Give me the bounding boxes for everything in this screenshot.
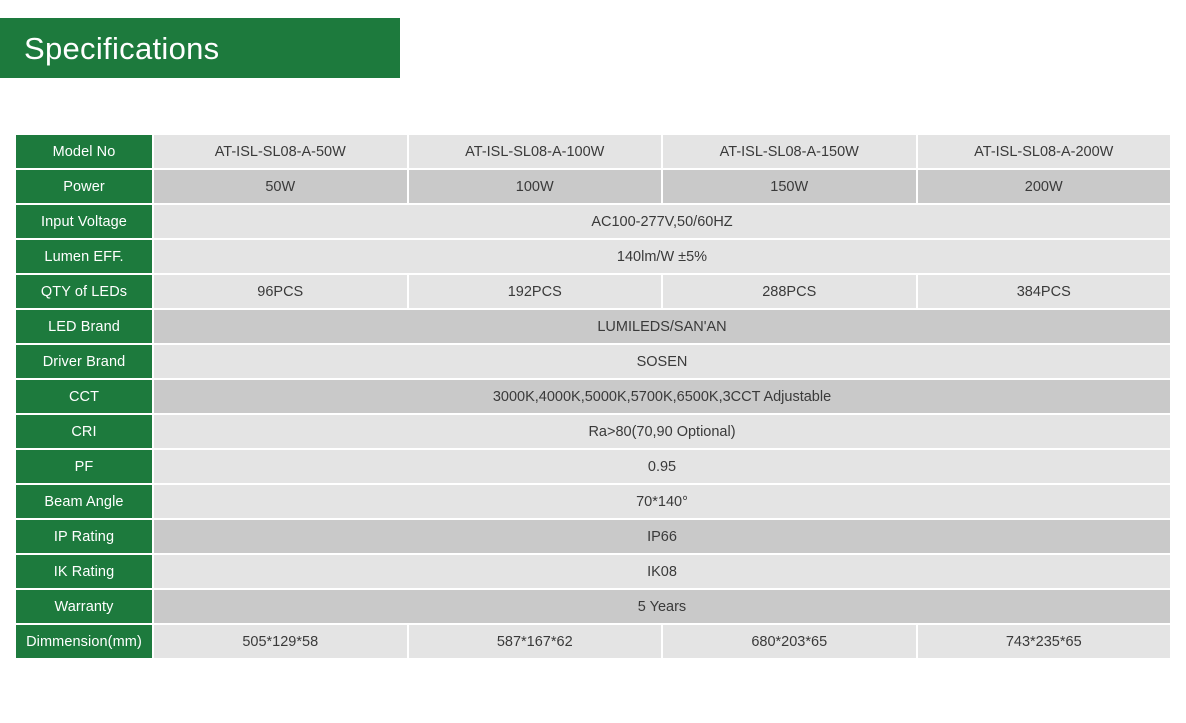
row-label-ip-rating: IP Rating [16,520,152,553]
table-row [16,520,1170,553]
row-value: 150W [663,170,916,203]
row-value: 200W [918,170,1171,203]
page-title-banner [0,18,400,78]
row-value: 680*203*65 [663,625,916,658]
row-value: LUMILEDS/SAN'AN [154,310,1170,343]
row-label-qty-of-leds: QTY of LEDs [16,275,152,308]
row-label-cri: CRI [16,415,152,448]
row-value: 70*140° [154,485,1170,518]
row-value: 5 Years [154,590,1170,623]
table-row [16,240,1170,273]
table-row [16,135,1170,168]
specifications-table-wrapper [14,133,1172,660]
row-value: 587*167*62 [409,625,662,658]
row-label-led-brand: LED Brand [16,310,152,343]
table-row [16,415,1170,448]
row-label-lumen-eff: Lumen EFF. [16,240,152,273]
row-value: 743*235*65 [918,625,1171,658]
table-row [16,275,1170,308]
table-row [16,170,1170,203]
row-value: 0.95 [154,450,1170,483]
specifications-table [14,133,1172,660]
row-label-driver-brand: Driver Brand [16,345,152,378]
table-row [16,450,1170,483]
row-value: 384PCS [918,275,1171,308]
row-value: AT-ISL-SL08-A-200W [918,135,1171,168]
row-label-dimmension: Dimmension(mm) [16,625,152,658]
row-label-input-voltage: Input Voltage [16,205,152,238]
specifications-table-body [16,135,1170,658]
row-value: 192PCS [409,275,662,308]
row-value: 505*129*58 [154,625,407,658]
row-value: 288PCS [663,275,916,308]
row-value: AT-ISL-SL08-A-100W [409,135,662,168]
table-row [16,555,1170,588]
table-row [16,310,1170,343]
row-value: Ra>80(70,90 Optional) [154,415,1170,448]
row-value: 100W [409,170,662,203]
table-row [16,345,1170,378]
table-row [16,625,1170,658]
row-label-pf: PF [16,450,152,483]
table-row [16,380,1170,413]
row-label-cct: CCT [16,380,152,413]
table-row [16,205,1170,238]
row-value: AC100-277V,50/60HZ [154,205,1170,238]
row-label-power: Power [16,170,152,203]
row-value: AT-ISL-SL08-A-150W [663,135,916,168]
row-value: 3000K,4000K,5000K,5700K,6500K,3CCT Adjustable [154,380,1170,413]
row-label-warranty: Warranty [16,590,152,623]
row-label-ik-rating: IK Rating [16,555,152,588]
row-value: SOSEN [154,345,1170,378]
table-row [16,590,1170,623]
row-value: IP66 [154,520,1170,553]
row-label-beam-angle: Beam Angle [16,485,152,518]
row-value: AT-ISL-SL08-A-50W [154,135,407,168]
row-value: 96PCS [154,275,407,308]
row-value: 140lm/W ±5% [154,240,1170,273]
row-value: IK08 [154,555,1170,588]
row-value: 50W [154,170,407,203]
row-label-model-no: Model No [16,135,152,168]
table-row [16,485,1170,518]
page-title: Specifications [24,30,220,66]
